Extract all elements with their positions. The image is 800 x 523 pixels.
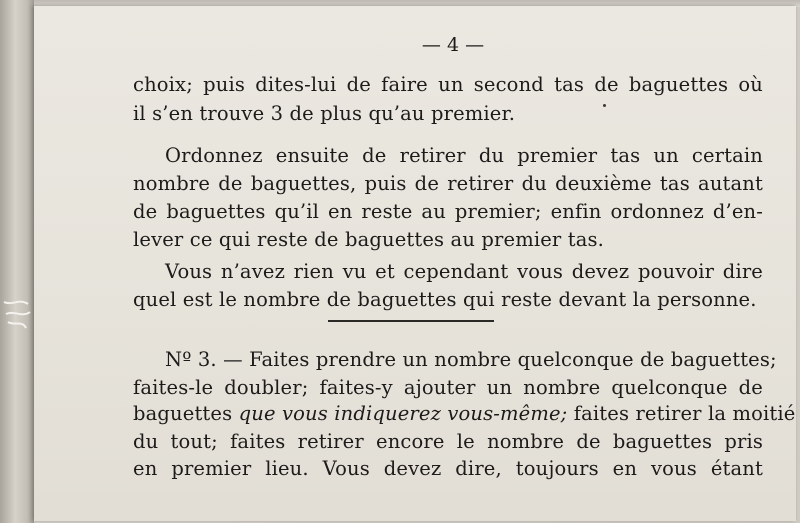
binding-thread	[2, 292, 32, 336]
text-line: Nº 3. — Faites prendre un nombre quelconque de baguettes;	[165, 348, 777, 371]
section-divider	[328, 320, 494, 322]
text-line: du tout; faites retirer encore le nombre de baguettes pris	[133, 430, 763, 453]
italic-phrase: que vous indiquerez vous-même;	[238, 402, 568, 425]
paper-speck	[603, 104, 606, 107]
book-page	[34, 6, 796, 521]
text-line: faites-le doubler; faites-y ajouter un nombre quelconque de	[133, 376, 763, 399]
text-line: en premier lieu. Vous devez dire, toujours en vous étant	[133, 457, 763, 480]
text-line-italic-mixed	[133, 402, 796, 426]
text-run: baguettes	[133, 402, 239, 425]
text-line: nombre de baguettes, puis de retirer du deuxième tas autant	[133, 172, 763, 195]
book-spine	[0, 0, 34, 523]
text-line: quel est le nombre de baguettes qui reste devant la personne.	[133, 288, 757, 311]
text-run: faites retirer la moitié	[567, 402, 796, 425]
text-line: il s’en trouve 3 de plus qu’au premier.	[133, 102, 516, 125]
text-line: Vous n’avez rien vu et cependant vous devez pouvoir dire	[165, 260, 763, 283]
page-number: — 4 —	[421, 34, 485, 56]
text-line: choix; puis dites-lui de faire un second tas de baguettes où	[133, 73, 763, 96]
text-line: de baguettes qu’il en reste au premier; enfin ordonnez d’en-	[133, 200, 763, 223]
text-line: lever ce qui reste de baguettes au premier tas.	[133, 228, 604, 251]
text-line: Ordonnez ensuite de retirer du premier tas un certain	[165, 144, 763, 167]
